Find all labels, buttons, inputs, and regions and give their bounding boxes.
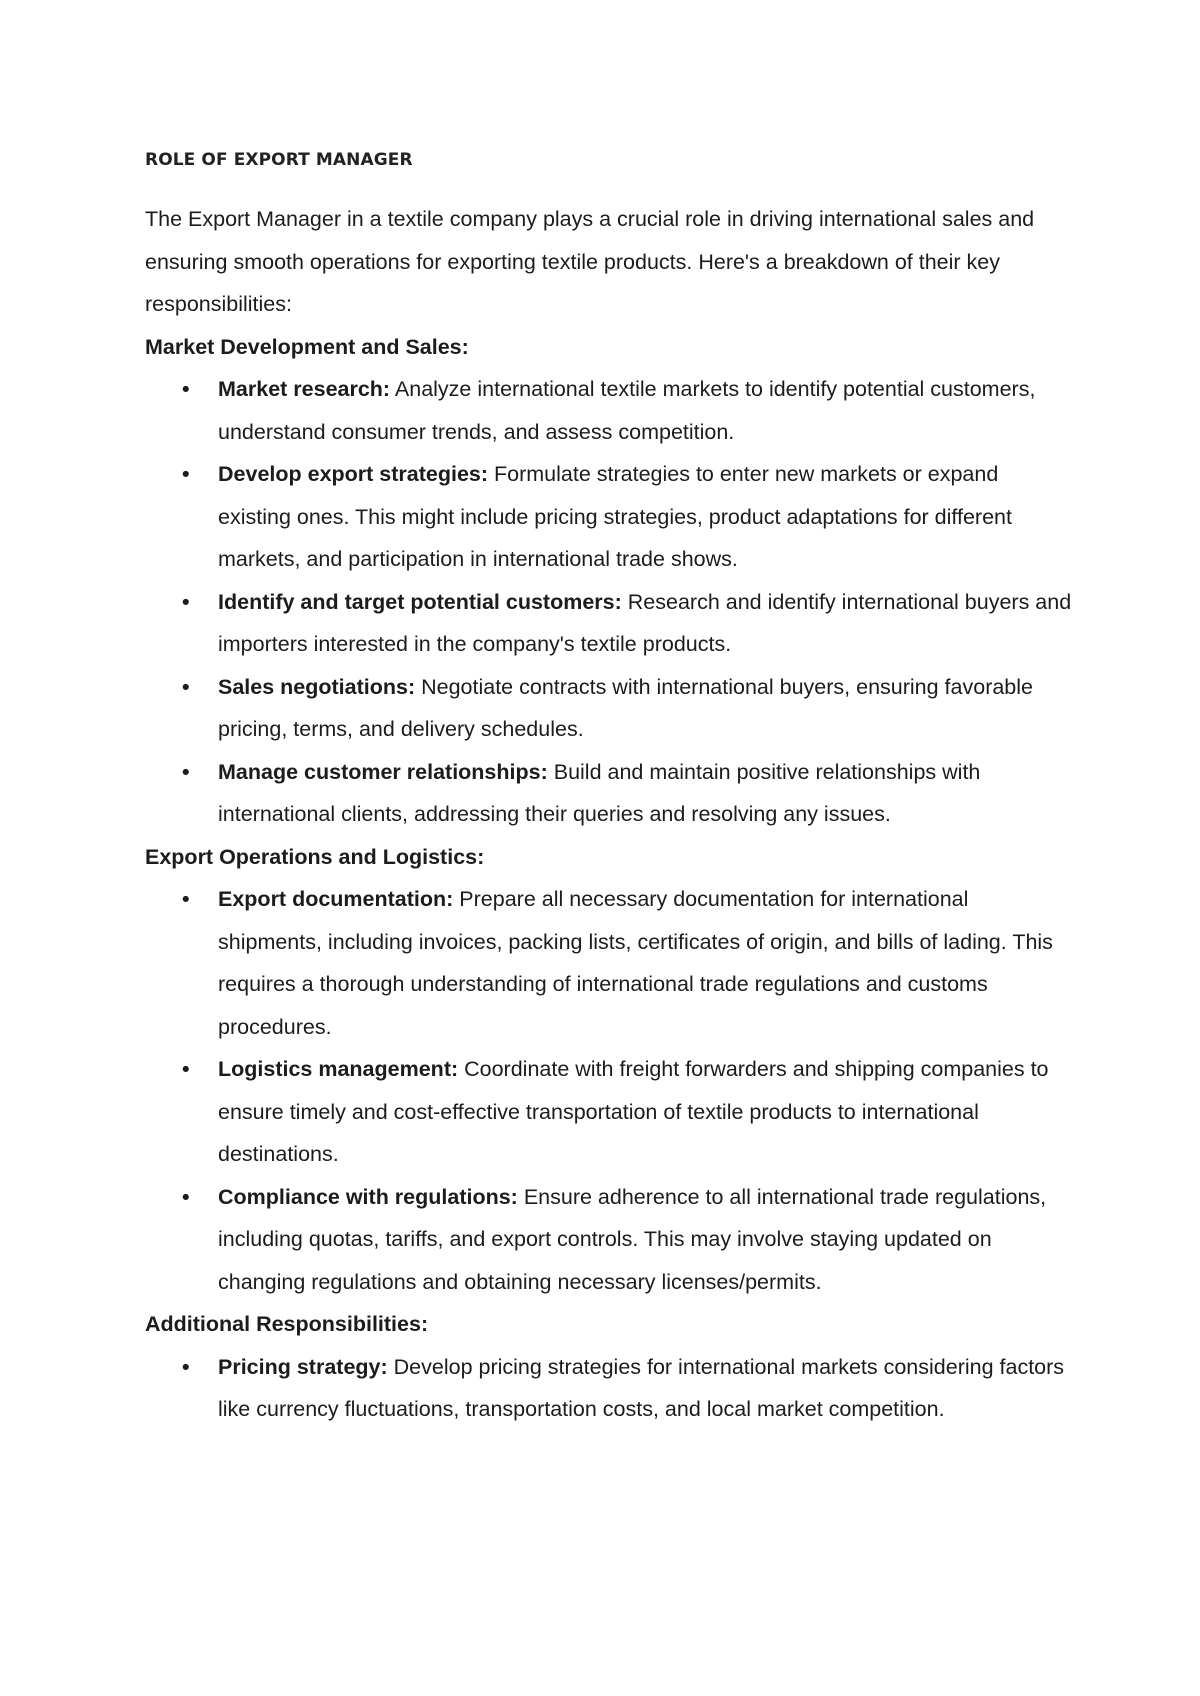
document-title: ROLE OF EXPORT MANAGER — [145, 150, 413, 170]
item-text: Ensure adherence to all international trade regulations, including quotas, tariffs, and export controls. This may involve staying updated on changing regulations and obtaining necessary licenses/permits. — [218, 1184, 1047, 1294]
list-item — [145, 581, 1075, 666]
item-label: Sales negotiations: — [218, 674, 416, 699]
item-label: Identify and target potential customers: — [218, 589, 622, 614]
bullet-icon: • — [182, 1354, 190, 1379]
item-text: Develop pricing strategies for international markets considering factors like currency fluctuations, transportation costs, and local market competition. — [218, 1354, 1065, 1421]
list-item — [145, 1176, 1075, 1304]
item-label: Logistics management: — [218, 1057, 459, 1081]
section-heading-export-operations: Export Operations and Logistics: — [145, 844, 485, 869]
list-item — [145, 453, 1075, 581]
list-item — [145, 1048, 1075, 1176]
export-operations-list — [145, 878, 1075, 1303]
item-label: Export documentation: — [218, 887, 454, 911]
item-label: Pricing strategy: — [218, 1354, 388, 1379]
item-text: Negotiate contracts with international buyers, ensuring favorable pricing, terms, and delivery schedules. — [218, 674, 1033, 741]
item-text: Research and identify international buyers and importers interested in the company's textile products. — [218, 589, 1072, 656]
list-item — [145, 751, 1075, 836]
list-item — [145, 666, 1075, 751]
bullet-icon: • — [182, 589, 190, 614]
item-text: Coordinate with freight forwarders and shipping companies to ensure timely and cost-effective transportation of textile products to international destinations. — [218, 1057, 1049, 1166]
bullet-icon: • — [182, 462, 190, 486]
document-page — [145, 148, 1075, 1431]
bullet-icon: • — [182, 1057, 190, 1081]
bullet-icon: • — [182, 887, 190, 911]
bullet-icon: • — [182, 674, 190, 699]
item-text: Build and maintain positive relationships with international clients, addressing their queries and resolving any issues. — [218, 759, 981, 826]
market-development-list — [145, 368, 1075, 836]
item-text: Analyze international textile markets to identify potential customers, understand consumer trends, and assess competition. — [218, 377, 1036, 444]
bullet-icon: • — [182, 759, 190, 784]
item-text: Prepare all necessary documentation for international shipments, including invoices, packing lists, certificates of origin, and bills of lading. This requires a thorough understanding of international trade regulations and customs procedures. — [218, 887, 1053, 1039]
list-item — [145, 368, 1075, 453]
list-item — [145, 878, 1075, 1048]
item-label: Develop export strategies: — [218, 462, 489, 486]
intro-paragraph: The Export Manager in a textile company plays a crucial role in driving international sales and ensuring smooth operations for exporting textile products. Here's a breakdown of their key responsibilities: — [145, 207, 1035, 316]
item-label: Market research: — [218, 377, 391, 401]
document-body — [145, 198, 1075, 1431]
section-heading-market-development: Market Development and Sales: — [145, 334, 469, 359]
bullet-icon: • — [182, 1184, 190, 1209]
additional-responsibilities-list — [145, 1346, 1075, 1431]
item-text: Formulate strategies to enter new markets or expand existing ones. This might include pricing strategies, product adaptations for different markets, and participation in international trade shows. — [218, 462, 1012, 571]
bullet-icon: • — [182, 377, 190, 401]
list-item — [145, 1346, 1075, 1431]
item-label: Compliance with regulations: — [218, 1184, 518, 1209]
item-label: Manage customer relationships: — [218, 759, 548, 784]
section-heading-additional-responsibilities: Additional Responsibilities: — [145, 1312, 429, 1336]
